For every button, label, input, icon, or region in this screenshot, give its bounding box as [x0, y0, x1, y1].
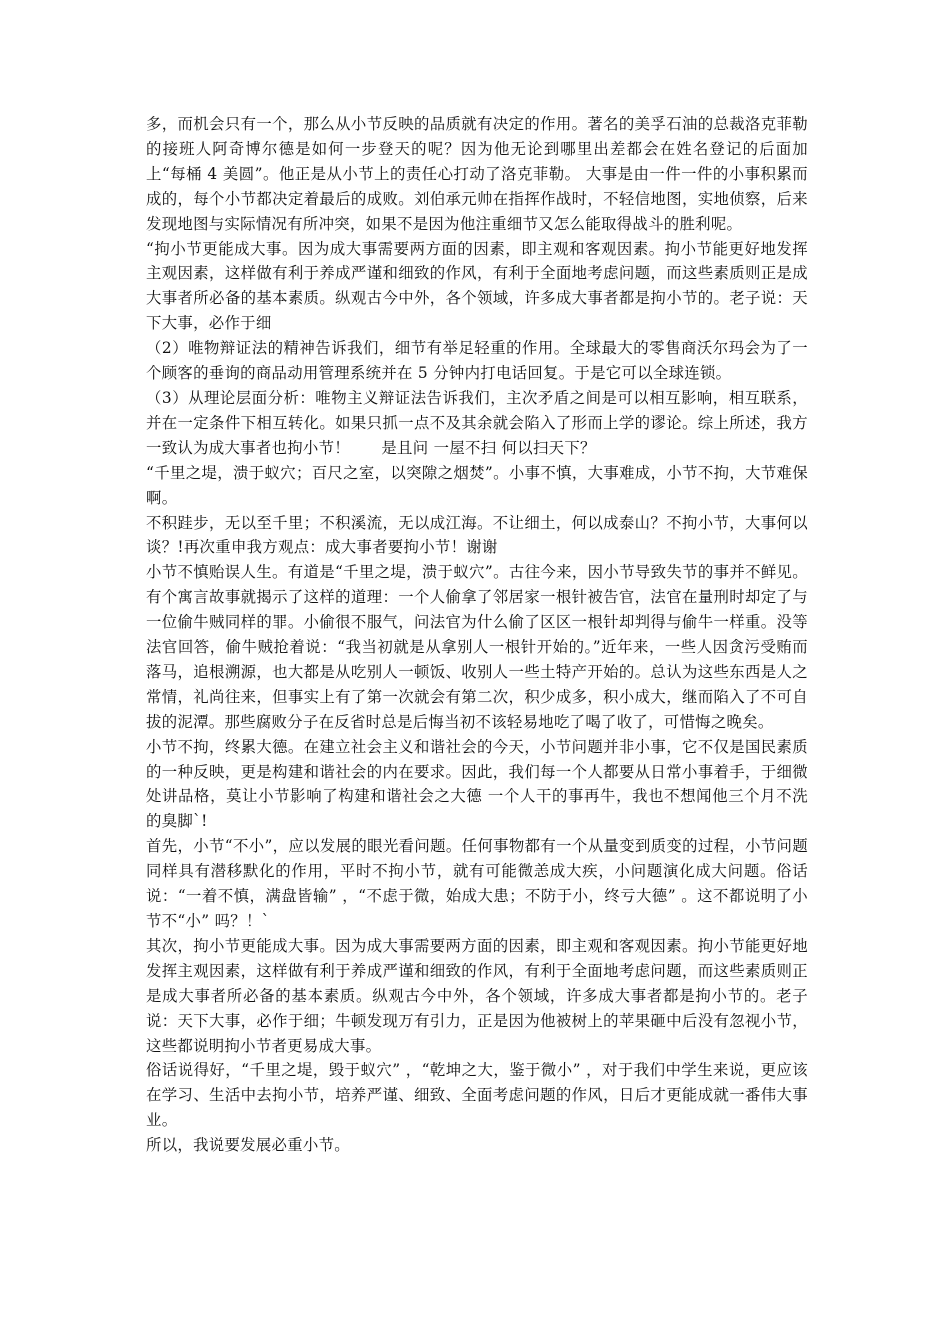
paragraph-1: 多，而机会只有一个，那么从小节反映的品质就有决定的作用。著名的美孚石油的总裁洛克菲勒的接班人阿奇博尔德是如何一步登天的呢？因为他无论到哪里出差都会在姓名登记的后面加上“每桶 4 美圆”。他正是从小节上的责任心打动了洛克菲勒。 大事是由一件一件的小事积累而成的，每个小节都决定着最后的成败。刘伯承元帅在指挥作战时，不轻信地图，实地侦察，后来发现地图与实际情况有所冲突，如果不是因为他注重细节又怎么能取得战斗的胜利呢。 [146, 115, 808, 233]
paragraph-9: 首先，小节“不小”，应以发展的眼光看问题。任何事物都有一个从量变到质变的过程，小节问题同样具有潜移默化的作用，平时不拘小节，就有可能微恙成大疾，小问题演化成大问题。俗话说：“一着不慎，满盘皆输” ，“不虑于微，始成大患；不防于小，终亏大德” 。这不都说明了小节不“小” 吗？！` [146, 837, 808, 930]
paragraph-7: 小节不慎贻误人生。有道是“千里之堤，溃于蚁穴”。古往今来，因小节导致失节的事并不鲜见。有个寓言故事就揭示了这样的道理：一个人偷拿了邻居家一根针被告官，法官在量刑时却定了与一位偷牛贼同样的罪。小偷很不服气，问法官为什么偷了区区一根针却判得与偷牛一样重。没等法官回答，偷牛贼抢着说：“我当初就是从拿别人一根针开始的。”近年来，一些人因贪污受贿而落马，追根溯源，也大都是从吃别人一顿饭、收别人一些土特产开始的。总认为这些东西是人之常情，礼尚往来，但事实上有了第一次就会有第二次，积少成多，积小成大，继而陷入了不可自拔的泥潭。那些腐败分子在反省时总是后悔当初不该轻易地吃了喝了收了，可惜悔之晚矣。 [146, 563, 808, 731]
paragraph-2: “拘小节更能成大事。因为成大事需要两方面的因素，即主观和客观因素。拘小节能更好地发挥主观因素，这样做有利于养成严谨和细致的作风，有利于全面地考虑问题，而这些素质则正是成大事者所必备的基本素质。纵观古今中外，各个领域，许多成大事者都是拘小节的。老子说：天下大事，必作于细 [146, 239, 808, 333]
paragraph-10: 其次，拘小节更能成大事。因为成大事需要两方面的因素，即主观和客观因素。拘小节能更好地发挥主观因素，这样做有利于养成严谨和细致的作风，有利于全面地考虑问题，而这些素质则正是成大事者所必备的基本素质。纵观古今中外，各个领域，许多成大事者都是拘小节的。老子说：天下大事，必作于细；牛顿发现万有引力，正是因为他被树上的苹果砸中后没有忽视小节，这些都说明拘小节者更易成大事。 [146, 936, 808, 1055]
document-body [146, 112, 808, 1158]
paragraph-4: （3）从理论层面分析：唯物主义辩证法告诉我们，主次矛盾之间是可以相互影响，相互联系，并在一定条件下相互转化。如果只抓一点不及其余就会陷入了形而上学的谬论。综上所述，我方一致认为成大事者也拘小节！ 是且问 一屋不扫 何以扫天下？ [146, 388, 808, 457]
paragraph-8: 小节不拘，终累大德。在建立社会主义和谐社会的今天，小节问题并非小事，它不仅是国民素质的一种反映，更是构建和谐社会的内在要求。因此，我们每一个人都要从日常小事着手，于细微处讲品格，莫让小节影响了构建和谐社会之大德 一个人干的事再牛，我也不想闻他三个月不洗的臭脚`! [146, 737, 808, 831]
paragraph-6: 不积跬步，无以至千里；不积溪流，无以成江海。不让细土，何以成泰山？不拘小节，大事何以谈？!再次重申我方观点：成大事者要拘小节！谢谢 [146, 513, 808, 557]
paragraph-12: 所以，我说要发展必重小节。 [146, 1136, 350, 1155]
paragraph-5: “千里之堤，溃于蚁穴；百尺之室，以突隙之烟焚”。小事不慎，大事难成，小节不拘，大节难保啊。 [146, 463, 808, 507]
paragraph-3: （2）唯物辩证法的精神告诉我们，细节有举足轻重的作用。全球最大的零售商沃尔玛会为了一个顾客的垂询的商品动用管理系统并在 5 分钟内打电话回复。于是它可以全球连锁。 [146, 339, 808, 383]
paragraph-11: 俗话说得好，“千里之堤，毁于蚁穴” ，“乾坤之大，鉴于微小” ，对于我们中学生来说，更应该在学习、生活中去拘小节，培养严谨、细致、全面考虑问题的作风，日后才更能成就一番伟大事业。 [146, 1061, 808, 1130]
